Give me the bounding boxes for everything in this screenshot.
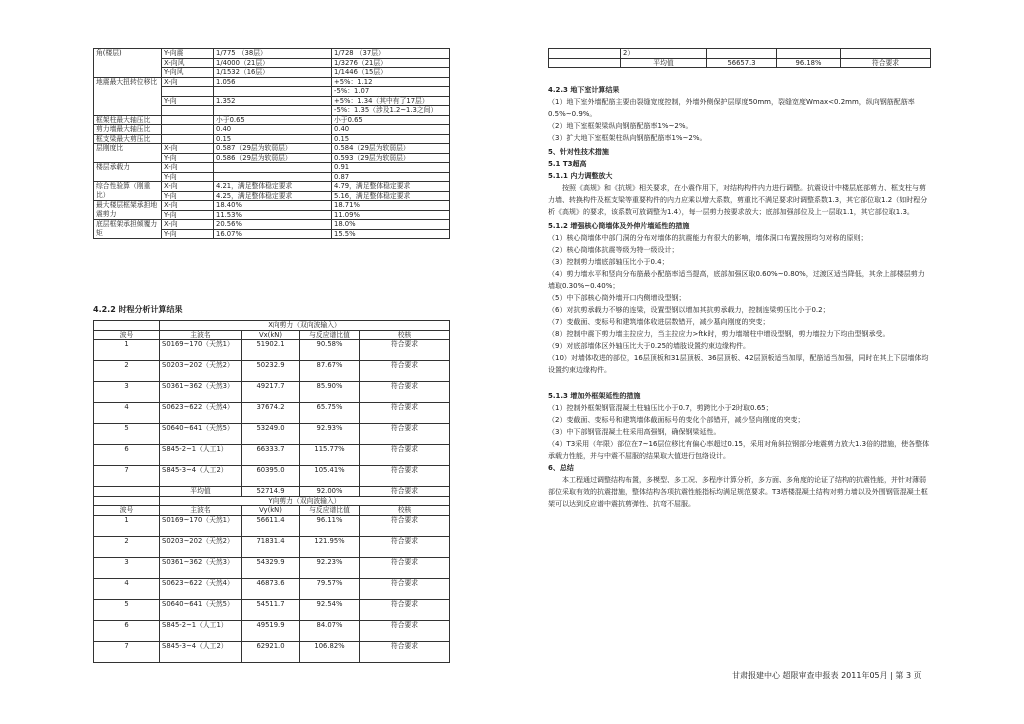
cell: 1/775 （38层） [214, 49, 332, 59]
cell: Y-向 [162, 172, 214, 182]
cell: 地震最大扭转位移比 [94, 77, 162, 115]
cell: 符合要求 [360, 403, 450, 424]
table-row [94, 424, 450, 445]
cell: X-向 [162, 144, 214, 154]
cell: S0640~641（天然5） [160, 599, 242, 620]
cell: Y-向震 [162, 49, 214, 59]
table-row [94, 487, 450, 497]
cell: Vx(kN) [242, 330, 300, 340]
cell: 1/4000（21层） [214, 58, 332, 68]
list-item: （7）变截面、变标号和建筑墙体收进层数错开，减少墓向刚度的突变； [548, 318, 770, 326]
section-511-title: 5.1.1 内力调整放大 [548, 172, 613, 180]
section-51-title: 5.1 T3超高 [548, 160, 587, 168]
cell: 11.09% [332, 210, 450, 220]
table-row [94, 125, 450, 135]
cell: 4.25，满足整体稳定要求 [214, 191, 332, 201]
cell: -5%：1.35（涉及1.2~1.3之间） [332, 106, 450, 116]
cell: 0.87 [332, 172, 450, 182]
section-513-title: 5.1.3 增加外框架延性的措施 [548, 392, 641, 400]
table-row [94, 201, 450, 211]
paragraph: （1）地下室外墙配筋主要由裂缝宽度控制，外墙外侧保护层厚度50mm，裂缝宽度Wmax<0.2mm，纵向钢筋配筋率0.5%~0.9%。 [548, 98, 915, 118]
cell [162, 134, 214, 144]
cell: -5%：1.07 [332, 87, 450, 97]
paragraph: （3）扩大地下室框架柱纵向钢筋配筋率1%~2%。 [548, 134, 707, 142]
cell: S845-3~4（人工2） [160, 641, 242, 662]
cell: S0169~170（天然1） [160, 515, 242, 536]
cell: 92.54% [300, 599, 360, 620]
table-row [94, 403, 450, 424]
cell: 符合要求 [360, 424, 450, 445]
cell: 90.58% [300, 340, 360, 361]
cell: 符合要求 [360, 536, 450, 557]
cell: S0203~202（天然2） [160, 361, 242, 382]
cell: 6 [94, 445, 160, 466]
cell: 4.79，满足整体稳定要求 [332, 182, 450, 192]
cell: 框架柱最大轴压比 [94, 115, 162, 125]
list-item: （10）对墙体收进的部位，16层顶板和31层顶板、36层顶板、42层顶板适当加厚，配筋适当加强，同时在其上下层墙体均设置约束边缘构件。 [548, 354, 929, 374]
cell: 105.41% [300, 466, 360, 487]
cell: Y-向 [162, 229, 214, 239]
cell [94, 321, 160, 331]
cell: 87.67% [300, 361, 360, 382]
cell: 4 [94, 578, 160, 599]
cell: 56611.4 [242, 515, 300, 536]
cell: 1.352 [214, 96, 332, 106]
cell: 50232.9 [242, 361, 300, 382]
table-row [94, 144, 450, 154]
cell: 1/3276（21层） [332, 58, 450, 68]
cell: Vy(kN) [242, 506, 300, 516]
table-row [94, 134, 450, 144]
cell: 7 [94, 466, 160, 487]
cell: 波号 [94, 330, 160, 340]
cell: 综合性验算（刚重比） [94, 182, 162, 201]
cell: 1.056 [214, 77, 332, 87]
cell [94, 487, 160, 497]
cell: 校核 [360, 330, 450, 340]
cell [214, 172, 332, 182]
cell: 18.71% [332, 201, 450, 211]
cell [94, 496, 160, 506]
table-row [94, 578, 450, 599]
table-row [94, 506, 450, 516]
cell: S845-3~4（人工2） [160, 466, 242, 487]
cell [162, 125, 214, 135]
continued-table [548, 48, 931, 68]
cell: 4.21，满足整体稳定要求 [214, 182, 332, 192]
list-513 [548, 402, 930, 462]
cell: S0640~641（天然5） [160, 424, 242, 445]
table-row [94, 641, 450, 662]
cell: X向剪力（双向波输入） [160, 321, 450, 331]
cell: 96.18% [777, 58, 841, 68]
cell: 46873.6 [242, 578, 300, 599]
cell: 符合要求 [360, 382, 450, 403]
cell: 2 [94, 361, 160, 382]
cell: 符合要求 [360, 557, 450, 578]
table-row [94, 620, 450, 641]
list-item: （9）对底部墙体区外轴压比大于0.25的墙肢设置约束边缘构件。 [548, 342, 751, 350]
cell: 6 [94, 620, 160, 641]
cell: Y-向 [162, 191, 214, 201]
cell: 37674.2 [242, 403, 300, 424]
cell: 符合要求 [360, 466, 450, 487]
table-row [94, 321, 450, 331]
cell: 5 [94, 599, 160, 620]
cell: 平均值 [160, 487, 242, 497]
section-423-title: 4.2.3 地下室计算结果 [548, 86, 620, 94]
index-table [93, 48, 450, 239]
time-history-table [93, 320, 450, 663]
cell: 11.53% [214, 210, 332, 220]
cell: 18.40% [214, 201, 332, 211]
table-row [94, 340, 450, 361]
cell: S0623~622（天然4） [160, 578, 242, 599]
cell: +5%：1.34（其中有了17层） [332, 96, 450, 106]
cell [162, 106, 214, 116]
cell: 60395.0 [242, 466, 300, 487]
cell: X-向 [162, 182, 214, 192]
cell: 84.07% [300, 620, 360, 641]
section-5-title: 5、针对性技术措施 [548, 148, 609, 156]
cell: 71831.4 [242, 536, 300, 557]
cell: 5.16，满足整体稳定要求 [332, 191, 450, 201]
cell: S0623~622（天然4） [160, 403, 242, 424]
list-item: （6）对抗剪承载力不够的连梁，设置型钢以增加其抗剪承载力，控制连梁剪压比小于0.2； [548, 306, 830, 314]
list-item: （2）核心筒墙体抗震等级为特一级设计； [548, 246, 679, 254]
table-row [94, 49, 450, 59]
list-item: （5）中下部核心筒外墙开口内侧增设型钢； [548, 294, 686, 302]
cell: 62921.0 [242, 641, 300, 662]
cell: Y-向 [162, 96, 214, 106]
cell: 楼层承载力 [94, 163, 162, 182]
cell: 层刚度比 [94, 144, 162, 163]
cell: 符合要求 [841, 58, 931, 68]
cell: 66333.7 [242, 445, 300, 466]
cell [162, 115, 214, 125]
cell: 小于0.65 [332, 115, 450, 125]
cell: 与反应谱比值 [300, 506, 360, 516]
cell: 0.40 [332, 125, 450, 135]
list-item: （2）变截面、变标号和建筑墙体截面标号的变化个部错开，减少竖向刚度的突变； [548, 416, 805, 424]
cell [214, 106, 332, 116]
list-item: （4）T3采用（年限）部位在7~16层位移比有偏心率超过0.15，采用对角斜拉钢部分地震剪力放大1.3倍的措施，使各整体承载力性能，并与中震不屈服的结果取大值进行包络设计。 [548, 440, 930, 460]
cell: 0.15 [332, 134, 450, 144]
cell: 符合要求 [360, 620, 450, 641]
cell: 2 [94, 536, 160, 557]
table-row [94, 557, 450, 578]
paragraph: 按照《高规》和《抗规》相关要求，在小震作用下，对结构构件内力进行调整。抗震设计中楼层底部剪力、框支柱与剪力墙、转换构件及框支梁等重要构件的内力应乘以增大系数，剪重比不满足要求时调整系数1.3，其它部位取1.2（如时程分析《高规》的要求，该系数可放调整为1.4），每一层剪力按要求放大；底部加强部位及上一层取1.1，其它部位取1.3。 [548, 184, 928, 216]
cell: 79.57% [300, 578, 360, 599]
cell: X-向 [162, 201, 214, 211]
cell: 85.90% [300, 382, 360, 403]
cell: 符合要求 [360, 361, 450, 382]
section-512-title: 5.1.2 增强核心筒墙体及外伸片墙延性的措施 [548, 222, 690, 230]
cell: 65.75% [300, 403, 360, 424]
cell: 106.82% [300, 641, 360, 662]
cell: 1 [94, 340, 160, 361]
table-row [94, 220, 450, 230]
cell: S0361~362（天然3） [160, 557, 242, 578]
list-512 [548, 232, 930, 376]
cell: 符合要求 [360, 515, 450, 536]
list-item: （1）控制外框架钢管混凝土柱轴压比小于0.7，剪跨比小于2时取0.65； [548, 404, 773, 412]
cell: 4 [94, 403, 160, 424]
cell: 20.56% [214, 220, 332, 230]
cell: 最大楼层框架承担地震剪力 [94, 201, 162, 220]
cell: 49217.7 [242, 382, 300, 403]
cell: 16.07% [214, 229, 332, 239]
cell: 92.23% [300, 557, 360, 578]
list-item: （3）控制剪力墙底部轴压比小于0.4； [548, 258, 669, 266]
list-item: （3）中下部钢管混凝土柱采用高强钢，确保钢梁延性。 [548, 428, 721, 436]
cell [214, 87, 332, 97]
paragraph: 本工程通过调整结构布置，多模型、多工况、多程序计算分析，多方面、多角度的论证了结构的抗震性能，并针对薄弱部位采取有效的抗震措施，整体结构各项抗震性能指标均满足规范要求。T3塔楼混凝土结构对剪力墙以及外围钢管混凝土框架可以达到反应谱中震抗剪弹性、抗弯不屈服。 [548, 476, 928, 508]
cell: 49519.9 [242, 620, 300, 641]
section-6-title: 6、总结 [548, 464, 574, 472]
cell: X-向 [162, 220, 214, 230]
cell: 54511.7 [242, 599, 300, 620]
table-row [94, 466, 450, 487]
cell: 小于0.65 [214, 115, 332, 125]
cell: 符合要求 [360, 599, 450, 620]
table-row [94, 515, 450, 536]
table-row [94, 115, 450, 125]
cell: X-向 [162, 77, 214, 87]
cell [214, 163, 332, 173]
table-row [94, 382, 450, 403]
list-item: （8）控制中震下剪力墙主拉应力，当主拉应力>ftk时，剪力墙端柱中增设型钢，剪力墙拉力下均由型钢承受。 [548, 330, 890, 338]
cell [162, 87, 214, 97]
table-row [94, 182, 450, 192]
cell: 框支梁最大剪压比 [94, 134, 162, 144]
cell: 符合要求 [360, 487, 450, 497]
cell: 0.586（29层为软弱层） [214, 153, 332, 163]
table-row [94, 496, 450, 506]
cell: 121.95% [300, 536, 360, 557]
cell: 符合要求 [360, 641, 450, 662]
cell: 15.5% [332, 229, 450, 239]
list-item: （1）核心筒墙体中部门洞的分布对墙体的抗震能力有很大的影响，墙体洞口布置按照均匀对称的原则； [548, 234, 868, 242]
cell: X-向风 [162, 58, 214, 68]
page-footer: 甘肃报建中心 超限审查申报表 2011年05月 | 第 3 页 [732, 671, 922, 680]
cell: S0169~170（天然1） [160, 340, 242, 361]
cell: S845-2~1（人工1） [160, 445, 242, 466]
cell: S0361~362（天然3） [160, 382, 242, 403]
section-422-title: 4.2.2 时程分析计算结果 [93, 305, 183, 314]
cell: 1/728 （37层） [332, 49, 450, 59]
cell: 0.91 [332, 163, 450, 173]
cell: 剪力墙最大轴压比 [94, 125, 162, 135]
cell: 角(楼层) [94, 49, 162, 78]
cell: 符合要求 [360, 578, 450, 599]
cell: 54329.9 [242, 557, 300, 578]
cell: 与反应谱比值 [300, 330, 360, 340]
cell: +5%：1.12 [332, 77, 450, 87]
cell: 符合要求 [360, 445, 450, 466]
cell: 底层框架承担倾覆力矩 [94, 220, 162, 239]
table-row [94, 163, 450, 173]
cell: 1 [94, 515, 160, 536]
cell: Y-向 [162, 210, 214, 220]
cell: 1/1532（16层） [214, 68, 332, 78]
list-item: （4）剪力墙水平和竖向分布筋最小配筋率适当提高，底部加强区取0.60%~0.80%，过渡区适当降低，其余上部楼层剪力墙取0.30%~0.40%； [548, 270, 925, 290]
cell: 96.11% [300, 515, 360, 536]
cell: 平均值 [621, 58, 707, 68]
table-row [94, 599, 450, 620]
table-row [94, 330, 450, 340]
cell: 92.93% [300, 424, 360, 445]
cell: 3 [94, 382, 160, 403]
cell: 53249.0 [242, 424, 300, 445]
cell: S0203~202（天然2） [160, 536, 242, 557]
cell: 0.40 [214, 125, 332, 135]
cell: Y-向风 [162, 68, 214, 78]
cell: 2） [621, 49, 707, 59]
cell: 符合要求 [360, 340, 450, 361]
cell: 51902.1 [242, 340, 300, 361]
table-row [94, 445, 450, 466]
cell: 波号 [94, 506, 160, 516]
cell: 3 [94, 557, 160, 578]
table-row [94, 536, 450, 557]
cell: 校核 [360, 506, 450, 516]
cell: Y-向 [162, 153, 214, 163]
cell: 主波名 [160, 330, 242, 340]
paragraph: （2）地下室框架梁纵向钢筋配筋率1%~2%。 [548, 122, 693, 130]
cell: S845-2~1（人工1） [160, 620, 242, 641]
cell: 0.584（29层为软弱层） [332, 144, 450, 154]
cell: Y向剪力（双向波输入） [160, 496, 450, 506]
cell: X-向 [162, 163, 214, 173]
table-row [94, 77, 450, 87]
cell [549, 49, 621, 59]
cell: 主波名 [160, 506, 242, 516]
cell: 0.15 [214, 134, 332, 144]
cell: 52714.9 [242, 487, 300, 497]
cell: 92.00% [300, 487, 360, 497]
cell: 56657.3 [707, 58, 777, 68]
cell: 18.0% [332, 220, 450, 230]
cell: 1/1446（15层） [332, 68, 450, 78]
table-row [94, 361, 450, 382]
cell: 7 [94, 641, 160, 662]
cell: 5 [94, 424, 160, 445]
cell: 0.593（29层为软弱层） [332, 153, 450, 163]
cell: 0.587（29层为软弱层） [214, 144, 332, 154]
cell: 115.77% [300, 445, 360, 466]
